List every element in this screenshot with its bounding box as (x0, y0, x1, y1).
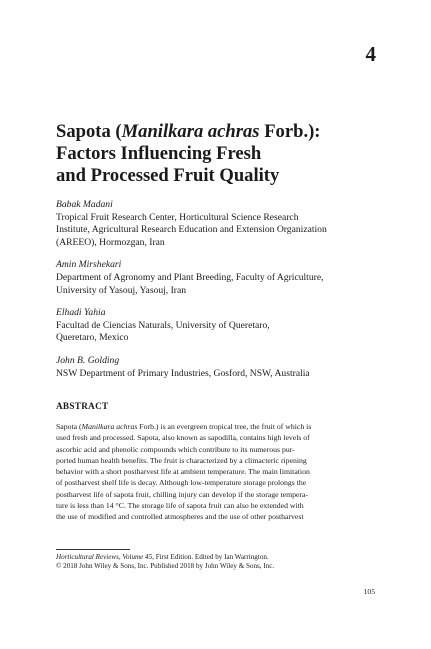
abstract-line: postharvest life of sapota fruit, chilling injury can develop if the storage tempera- (56, 489, 309, 499)
journal-title: Horticultural Reviews, Volume 45 (56, 553, 153, 561)
affiliation-line: University of Yasouj, Yasouj, Iran (56, 284, 187, 296)
author-block (56, 355, 386, 380)
affiliation-line: (AREEO), Hormozgan, Iran (56, 236, 165, 248)
author-block (56, 307, 386, 345)
author-list (56, 199, 386, 390)
title-line-1: Sapota (Manilkara achras Forb.): (56, 121, 321, 142)
affiliation-line: Facultad de Ciencias Naturals, University of Queretaro, (56, 319, 270, 331)
abstract-line: used fresh and processed. Sapota, also known as sapodilla, contains high levels of (56, 433, 310, 443)
author-name: Amin Mirshekari (56, 259, 122, 271)
abstract-line: ported human health benefits. The fruit is characterized by a climacteric ripening (56, 455, 307, 465)
affiliation-line: Institute, Agricultural Research Education and Extension Organization (56, 224, 327, 236)
author-block (56, 199, 386, 249)
affiliation-line: Department of Agronomy and Plant Breeding, Faculty of Agriculture, (56, 271, 324, 283)
footnote (56, 553, 381, 572)
title-line-3: and Processed Fruit Quality (56, 165, 280, 186)
author-block (56, 259, 386, 297)
title-species-italic: Manilkara achras (121, 121, 260, 142)
abstract-line: ture is less than 14 °C. The storage life of sapota fruit can also be extended with (56, 501, 304, 511)
abstract-line: the use of modified and controlled atmospheres and the use of other postharvest (56, 512, 304, 522)
abstract-line: ascorbic acid and phenolic compounds which contribute to its numerous pur- (56, 444, 295, 454)
affiliation-line: Tropical Fruit Research Center, Horticultural Science Research (56, 211, 299, 223)
footnote-copyright: © 2018 John Wiley & Sons, Inc. Published 2018 by John Wiley & Sons, Inc. (56, 562, 275, 571)
chapter-number: 4 (365, 42, 376, 66)
page-number: 105 (363, 587, 375, 596)
footnote-divider (56, 549, 130, 550)
title-line-2: Factors Influencing Fresh (56, 143, 262, 164)
chapter-title (56, 121, 386, 187)
abstract-heading: ABSTRACT (56, 401, 109, 411)
affiliation-line: Queretaro, Mexico (56, 332, 129, 344)
author-name: Babak Madani (56, 199, 113, 210)
abstract-line: Sapota (Manilkara achras Forb.) is an evergreen tropical tree, the fruit of which is (56, 422, 312, 431)
abstract-line: of postharvest shelf life is decay. Although low-temperature storage prolongs the (56, 478, 307, 488)
abstract-body (56, 421, 381, 523)
footnote-citation: Horticultural Reviews, Volume 45, First Edition. Edited by Ian Warrington. (56, 553, 269, 561)
abstract-species-italic: Manilkara achras (81, 422, 138, 431)
author-name: John B. Golding (56, 354, 120, 366)
affiliation-line: NSW Department of Primary Industries, Gosford, NSW, Australia (56, 367, 310, 379)
author-name: Elhadi Yahia (56, 307, 106, 319)
abstract-line: behavior with a short postharvest life at ambient temperature. The main limitation (56, 467, 310, 477)
